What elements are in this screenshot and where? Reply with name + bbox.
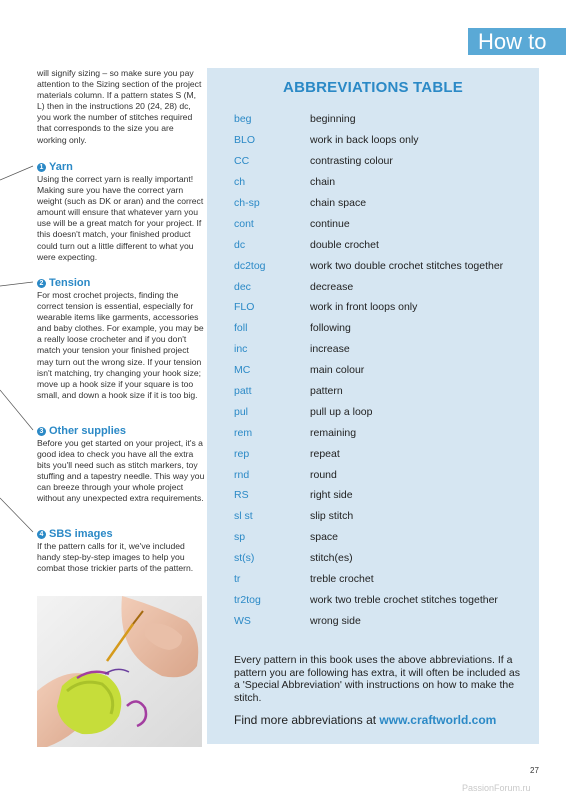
abbreviation-key: rnd (234, 468, 250, 481)
crochet-hands-photo (37, 596, 202, 747)
abbreviation-key: WS (234, 614, 251, 627)
page-number: 27 (530, 766, 539, 775)
number-4-icon: 4 (37, 530, 46, 539)
section-other-supplies (37, 424, 205, 505)
abbreviation-meaning: round (310, 468, 337, 481)
abbreviation-meaning: double crochet (310, 238, 379, 251)
more-abbreviations-prefix: Find more abbreviations at (234, 713, 380, 727)
abbreviation-meaning: wrong side (310, 614, 361, 627)
abbreviation-meaning: decrease (310, 280, 354, 293)
section-heading (37, 527, 205, 541)
section-body: If the pattern calls for it, we've included handy step-by-step images to help you combat those trickier parts of the pattern. (37, 541, 194, 574)
abbreviation-key: MC (234, 364, 251, 377)
abbreviation-row (234, 318, 534, 339)
section-yarn (37, 160, 205, 263)
abbreviation-row (234, 464, 534, 485)
abbreviation-row (234, 506, 534, 527)
intro-text-block (37, 68, 205, 146)
abbreviation-row (234, 213, 534, 234)
abbreviations-panel (207, 68, 539, 744)
abbreviation-row (234, 172, 534, 193)
abbreviation-row (234, 548, 534, 569)
abbreviation-row (234, 193, 534, 214)
abbreviation-key: sp (234, 531, 246, 544)
callout-lines (0, 0, 40, 800)
section-heading (37, 424, 205, 438)
abbreviation-meaning: right side (310, 489, 353, 502)
abbreviation-meaning: work in back loops only (310, 134, 419, 147)
abbreviation-row (234, 339, 534, 360)
section-title: How to (478, 29, 547, 54)
section-sbs-images (37, 527, 205, 574)
abbreviation-key: sl st (234, 510, 253, 523)
abbreviation-meaning: work two treble crochet stitches together (310, 593, 498, 606)
abbreviation-meaning: chain (310, 176, 336, 189)
section-body: Before you get started on your project, it's a good idea to check you have all the extra bits you'll need such as stitch markers, toy stuffing and a tapestry needle. This way you can breeze through your whole project without any unexpected extra requirements. (37, 438, 205, 504)
abbreviation-meaning: stitch(es) (310, 552, 353, 565)
section-heading-label: Yarn (49, 161, 73, 173)
abbreviation-row (234, 151, 534, 172)
abbreviation-meaning: treble crochet (310, 573, 374, 586)
abbreviation-row (234, 610, 534, 631)
abbreviation-meaning: chain space (310, 197, 367, 209)
abbreviation-key: beg (234, 113, 252, 126)
intro-text: will signify sizing – so make sure you pay attention to the Sizing section of the project materials column. If a pattern states S (M, L) then in the instructions 20 (24, 28) dc, you work the number of stitches required that corresponds to the size you are working only. (37, 68, 202, 145)
abbreviation-key: dc2tog (234, 259, 266, 272)
abbreviation-row (234, 276, 534, 297)
abbreviation-row (234, 443, 534, 464)
abbreviation-meaning: following (310, 322, 351, 335)
abbreviation-row (234, 381, 534, 402)
section-body: Using the correct yarn is really important! Making sure you have the correct yarn weight (such as DK or aran) and the correct amount will ensure that whatever yarn you use will be a great match for your project. If this doesn't match, your finished product could turn out a little different to what you were expecting. (37, 174, 204, 262)
section-heading-label: SBS images (49, 528, 113, 540)
abbreviation-meaning: continue (310, 217, 350, 230)
section-heading-label: Tension (49, 277, 91, 289)
abbreviation-meaning: remaining (310, 426, 357, 439)
crochet-photo-illustration (37, 596, 202, 747)
abbreviation-row (234, 109, 534, 130)
abbreviation-key: dec (234, 280, 251, 293)
abbreviation-meaning: slip stitch (310, 510, 354, 523)
abbreviation-meaning: space (310, 531, 339, 544)
abbreviation-meaning: pull up a loop (310, 405, 373, 418)
section-body: For most crochet projects, finding the correct tension is essential, especially for wearable items like garments, accessories and baby clothes. For example, you may be a really loose crocheter and if you don't match your tension your finished project may turn out the wrong size. If your tension isn't matching, try changing your hook size; move up a hook size if your square is too small, and down a hook size if it is too big. (37, 290, 204, 400)
abbreviation-meaning: contrasting colour (310, 155, 393, 168)
number-3-icon: 3 (37, 427, 46, 436)
more-abbreviations-line (234, 713, 496, 727)
section-heading (37, 276, 205, 290)
abbreviation-row (234, 485, 534, 506)
abbreviation-key: ch (234, 176, 246, 189)
abbreviation-meaning: work two double crochet stitches together (310, 259, 504, 272)
number-2-icon: 2 (37, 279, 46, 288)
abbreviation-key: CC (234, 155, 250, 168)
abbreviation-key: inc (234, 343, 248, 356)
abbreviation-row (234, 401, 534, 422)
abbreviation-key: patt (234, 385, 252, 398)
abbreviation-meaning: work in front loops only (310, 301, 418, 314)
abbreviation-meaning: beginning (310, 113, 356, 126)
abbreviation-row (234, 297, 534, 318)
abbreviation-key: FLO (234, 301, 255, 314)
abbreviation-key: foll (234, 322, 248, 335)
abbreviation-key: RS (234, 489, 249, 502)
abbreviations-list (234, 109, 534, 631)
watermark-text: PassionForum.ru (462, 783, 531, 793)
abbreviation-meaning: main colour (310, 364, 365, 377)
abbreviation-key: cont (234, 217, 254, 230)
abbreviation-key: tr (234, 573, 241, 586)
abbreviation-key: rem (234, 426, 253, 439)
abbreviation-row (234, 569, 534, 590)
abbreviation-row (234, 130, 534, 151)
abbreviation-row (234, 422, 534, 443)
abbreviation-row (234, 589, 534, 610)
abbreviation-key: ch-sp (234, 197, 260, 209)
number-1-icon: 1 (37, 163, 46, 172)
abbreviation-key: tr2tog (234, 593, 261, 606)
abbreviation-meaning: repeat (310, 447, 340, 460)
abbreviations-note (234, 654, 524, 704)
section-heading (37, 160, 205, 174)
abbreviation-row (234, 527, 534, 548)
abbreviation-row (234, 234, 534, 255)
abbreviation-key: st(s) (234, 552, 255, 565)
abbreviation-meaning: pattern (310, 385, 343, 398)
abbreviation-key: pul (234, 405, 249, 418)
section-tension (37, 276, 205, 401)
abbreviations-title: ABBREVIATIONS TABLE (283, 79, 463, 96)
abbreviation-row (234, 360, 534, 381)
craftworld-link[interactable]: www.craftworld.com (379, 713, 497, 727)
section-heading-label: Other supplies (49, 425, 127, 437)
section-header-tab (468, 28, 566, 55)
abbreviations-note-text: Every pattern in this book uses the above abbreviations. If a pattern you are following has extra, it will often be included as a 'Special Abbreviation' with instructions on how to make the stitch. (234, 654, 520, 704)
abbreviation-meaning: increase (310, 343, 350, 356)
abbreviation-key: BLO (234, 134, 256, 147)
abbreviation-key: rep (234, 447, 250, 460)
abbreviation-key: dc (234, 238, 246, 251)
abbreviation-row (234, 255, 534, 276)
